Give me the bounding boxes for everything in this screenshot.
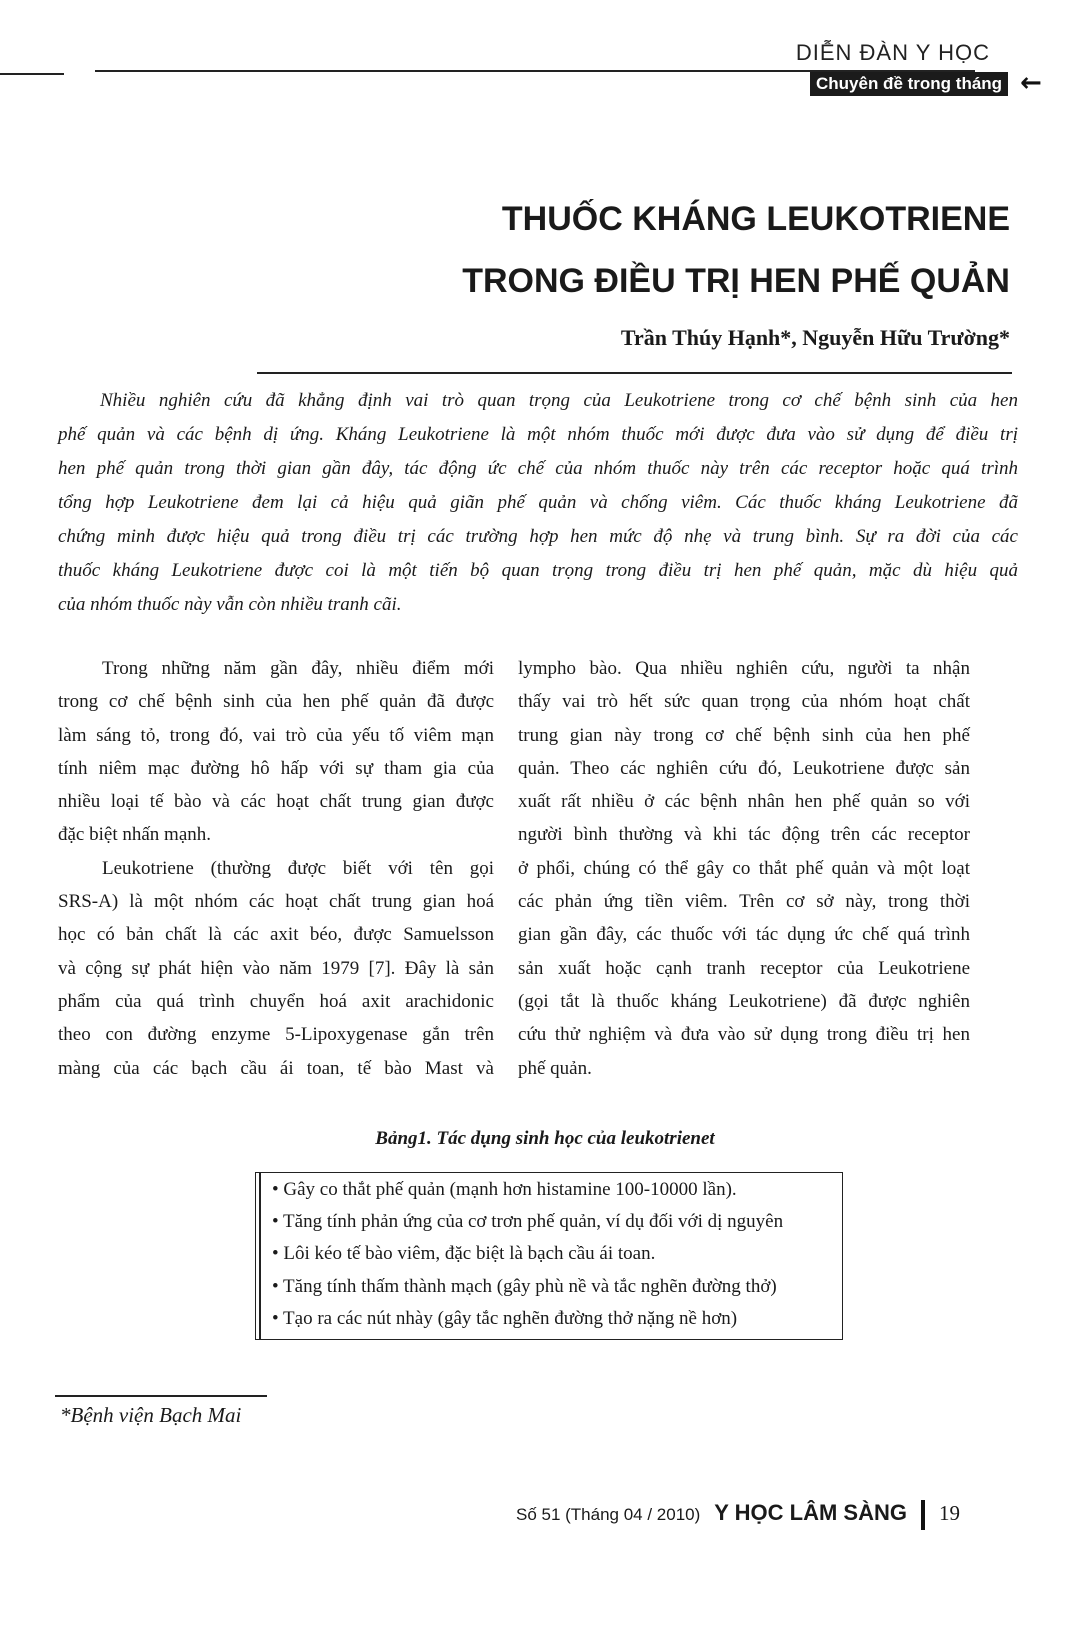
issue-label: Số 51 (Tháng 04 / 2010) — [515, 1505, 701, 1524]
body-line: phế quản. — [518, 1057, 592, 1079]
effects-table — [255, 1172, 843, 1340]
body-line: theo con đường enzyme 5-Lipoxygenase gắn trên — [58, 1024, 494, 1046]
table-inner-rule — [259, 1173, 261, 1339]
body-line: gian gần đây, các thuốc với tác dụng ức chế quá trình — [518, 924, 970, 946]
left-arrow-icon: ← — [1020, 68, 1042, 98]
table-row: • Lôi kéo tế bào viêm, đặc biệt là bạch cầu ái toan. — [272, 1243, 656, 1264]
body-line: tính niêm mạc đường hô hấp với sự tham gia của — [58, 757, 494, 779]
body-line: màng của các bạch cầu ái toan, tế bào Mast và — [58, 1057, 494, 1079]
body-line: phẩm của quá trình chuyển hoá axit arachidonic — [58, 990, 494, 1012]
body-line: sản xuất hoặc cạnh tranh receptor của Leukotriene — [518, 957, 970, 979]
body-line: Trong những năm gần đây, nhiều điểm mới — [102, 658, 494, 679]
footnote-rule — [55, 1395, 267, 1397]
table-row: • Gây co thắt phế quản (mạnh hơn histamine 100-10000 lần). — [272, 1179, 737, 1200]
section-badge: Chuyên đề trong tháng — [810, 72, 1008, 96]
body-line: trong cơ chế bệnh sinh của hen phế quản đã được — [58, 691, 494, 713]
body-line: ở phổi, chúng có thể gây co thắt phế quản và một loạt — [518, 857, 970, 879]
body-column-right — [518, 652, 970, 1085]
section-title: DIỄN ĐÀN Y HỌC — [795, 40, 990, 65]
abstract — [58, 384, 1018, 622]
body-line: và cộng sự phát hiện vào năm 1979 [7]. Đây là sản — [58, 957, 494, 979]
abstract-line: tổng hợp Leukotriene đem lại cả hiệu quả giãn phế quản và chống viêm. Các thuốc kháng Leukotriene đã — [58, 492, 1018, 513]
abstract-line: của nhóm thuốc này vẫn còn nhiều tranh cãi. — [58, 594, 402, 615]
body-column-left — [58, 652, 494, 1085]
body-line: Leukotriene (thường được biết với tên gọi — [102, 857, 494, 879]
body-line: đặc biệt nhấn mạnh. — [58, 824, 212, 846]
body-line: (gọi tắt là thuốc kháng Leukotriene) đã được nghiên — [518, 990, 970, 1012]
body-line: các phản ứng tiền viêm. Trên cơ sở này, trong thời — [518, 891, 970, 913]
title-line: THUỐC KHÁNG LEUKOTRIENE — [501, 200, 1010, 238]
footnote: *Bệnh viện Bạch Mai — [60, 1403, 242, 1427]
body-line: lympho bào. Qua nhiều nghiên cứu, người ta nhận — [518, 658, 970, 679]
body-line: học có bản chất là các axit béo, được Samuelsson — [58, 924, 494, 946]
abstract-line: phế quản và các bệnh dị ứng. Kháng Leukotriene là một nhóm thuốc mới được đưa vào sử dụng để điều trị — [58, 424, 1018, 445]
body-line: nhiều loại tế bào và các hoạt chất trung gian được — [58, 791, 494, 813]
title-line: TRONG ĐIỀU TRỊ HEN PHẾ QUẢN — [462, 262, 1010, 300]
journal-name: Y HỌC LÂM SÀNG — [714, 1500, 907, 1525]
table-row: • Tăng tính thấm thành mạch (gây phù nề và tắc nghẽn đường thở) — [272, 1276, 777, 1297]
body-line: thấy vai trò hết sức quan trọng của nhóm hoạt chất — [518, 691, 970, 713]
article-authors: Trần Thúy Hạnh*, Nguyễn Hữu Trường* — [620, 325, 1010, 350]
page-number: 19 — [939, 1501, 960, 1525]
body-line: làm sáng tỏ, trong đó, vai trò của yếu tố viêm mạn — [58, 724, 494, 746]
table-caption: Bảng1. Tác dụng sinh học của leukotrienet — [375, 1128, 715, 1149]
abstract-line: chứng minh được hiệu quả trong điều trị các trường hợp hen mức độ nhẹ và trung bình. Sự ra đời của các — [58, 526, 1018, 547]
abstract-line: Nhiều nghiên cứu đã khẳng định vai trò quan trọng của Leukotriene trong cơ chế bệnh sinh của hen — [100, 390, 1018, 411]
table-row: • Tăng tính phản ứng của cơ trơn phế quản, ví dụ đối với dị nguyên — [272, 1211, 784, 1232]
page-footer — [516, 1500, 960, 1530]
abstract-line: hen phế quản trong thời gian gần đây, tác động ức chế của nhóm thuốc này trên các receptor hoặc quá trình — [58, 458, 1018, 479]
body-line: trung gian này trong cơ chế bệnh sinh của hen phế — [518, 724, 970, 746]
body-line: người bình thường và khi tác động trên các receptor — [518, 824, 970, 846]
abstract-line: thuốc kháng Leukotriene được coi là một tiến bộ quan trọng trong điều trị hen phế quản, mặc dù hiệu quả — [58, 560, 1018, 581]
body-line: quản. Theo các nghiên cứu đó, Leukotriene được sản — [518, 757, 970, 779]
body-line: cứu thử nghiệm và đưa vào sử dụng trong điều trị hen — [518, 1024, 970, 1046]
title-rule — [257, 372, 1012, 374]
body-line: SRS-A) là một nhóm các hoạt chất trung gian hoá — [58, 891, 494, 913]
article-title — [462, 188, 1010, 312]
header-rule-left — [0, 73, 64, 75]
table-row: • Tạo ra các nút nhày (gây tắc nghẽn đường thở nặng nề hơn) — [272, 1308, 738, 1329]
body-line: xuất rất nhiều ở các bệnh nhân hen phế quản so với — [518, 791, 970, 813]
footer-separator — [921, 1500, 925, 1530]
